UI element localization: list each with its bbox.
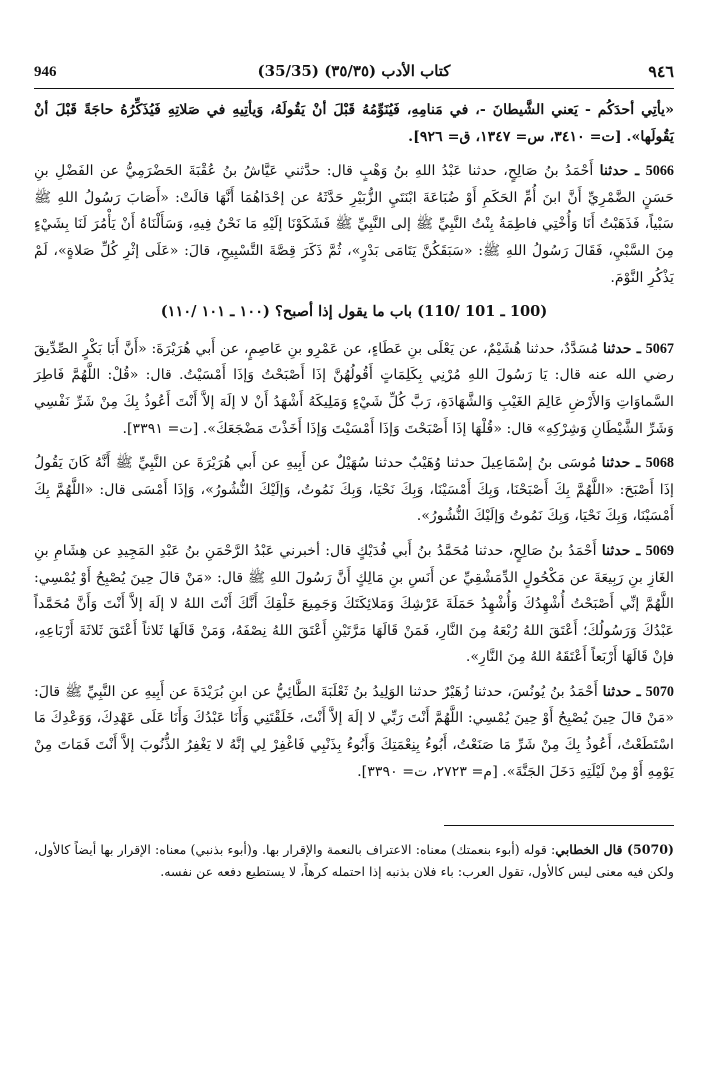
hadith-number: 5068 [645, 455, 675, 472]
hadith-text: مُوسَى بنُ إسْمَاعِيلَ حدثنا وُهَيْبٌ حدثنا سُهَيْلٌ عن أَبِيهِ عن أَبي هُرَيْرَةَ عن النَّبِيِّ ﷺ أَنَّهُ كَانَ يَقُولُ إذَا أَصْبَحَ: «اللَّهُمَّ بِكَ أَصْبَحْنَا، وَبِكَ أَمْسَيْنَا، وَبِكَ نَحْيَا، وَبِكَ نَمُوتُ، وَإلَيْكَ النُّشُورُ»، وَإذَا أَمْسَى قال: «اللَّهُمَّ بِكَ أَمْسَيْنَا، وَبِكَ نَحْيَا، وَبِكَ نَمُوتُ وَإلَيْكَ النُّشُورُ». [34, 455, 674, 525]
page-number-latin: 946 [34, 64, 57, 80]
hadith-5066 [34, 158, 674, 291]
footnote-rule [444, 825, 674, 826]
header-rule [34, 88, 674, 89]
page-header [34, 58, 674, 84]
bab-title: (100 ـ 101 /110) باب ما يقول إذا أصبح؟ (١٠٠ ـ ١٠١ /١١٠) [160, 303, 548, 321]
hadith-haddathana: ـ حدثنا [599, 163, 640, 180]
footnote-text: : قوله (أبوء بنعمتك) معناه: الاعتراف بالنعمة والإقرار بها. و(أبوء بذنبي) معناه: الإقرار بها أيضاً كالأول، ولكن فيه معنى ليس كالأول، تقول العرب: باء فلان بذنبه إذا احتمله كرهاً، لا يستطيع دفعه عن نفسه. [34, 841, 674, 879]
hadith-5069 [34, 538, 674, 671]
hadith-number: 5067 [645, 340, 674, 357]
footnote [34, 839, 674, 883]
hadith-number: 5066 [645, 163, 674, 180]
hadith-text: أَحْمَدُ بنُ صَالِحٍ، حدثنا مُحَمَّدُ بنُ أَبي فُدَيْكٍ قال: أخبرني عَبْدُ الرَّحْمَنِ بنُ عَبْدِ المَجِيدِ عن هِشَامِ بنِ الغَازِ بنِ رَبِيعَةَ عن مَكْحُولٍ الدِّمَشْقِيِّ عن أَنَسِ بنِ مَالِكٍ أَنَّ رَسُولَ اللهِ ﷺ قال: «مَنْ قالَ حِينَ يُصْبِحُ أَوْ يُمْسِي: اللَّهُمَّ إنِّي أَصْبَحْتُ أُشْهِدُكَ وَأُشْهِدُ حَمَلَةَ عَرْشِكَ وَمَلائِكَتَكَ وَجَمِيعَ خَلْقِكَ أَنَّكَ أَنْتَ اللهُ لا إلَهَ إلاَّ أَنْتَ وَأَنَّ مُحَمَّداً عَبْدُكَ وَرَسُولُكَ؛ أَعْتَقَ اللهُ رُبْعَهُ مِنَ النَّارِ، فَمَنْ قَالَهَا مَرَّتَيْنِ أَعْتَقَ اللهُ نِصْفَهُ، وَمَنْ قَالَهَا ثَلاثاً أَعْتَقَ ثَلاثَةَ أَرْبَاعِهِ، فإنْ قَالَهَا أَرْبَعاً أَعْتَقَهُ اللهُ مِنَ النَّارِ». [34, 542, 674, 666]
hadith-text: أَحْمَدُ بنُ يُونُسَ، حدثنا زُهَيْرٌ حدثنا الوَلِيدُ بنُ ثَعْلَبَةَ الطَّائِيُّ عن ابنِ بُرَيْدَةَ عن أَبِيهِ عن النَّبِيِّ ﷺ قالَ: «مَنْ قالَ حِينَ يُصْبِحُ أَوْ حِينَ يُمْسِي: اللَّهُمَّ أَنْتَ رَبِّي لا إلَهَ إلاَّ أَنْتَ، خَلَقْتَنِي وَأَنَا عَبْدُكَ وَأَنَا عَلَى عَهْدِكَ، وَوَعْدِكَ مَا اسْتَطَعْتُ، أَعُوذُ بِكَ مِنْ شَرِّ مَا صَنَعْتُ، أَبُوءُ بِنِعْمَتِكَ وَأَبُوءُ بِذَنْبِي فَاغْفِرْ لِي إنَّهُ لا يَغْفِرُ الذُّنُوبَ إلاَّ أَنْتَ فَمَاتَ مِنْ يَوْمِهِ أَوْ مِنْ لَيْلَتِهِ دَخَلَ الجَنَّةَ». [م= ٢٧٢٣، ت= ٣٣٩٠]. [34, 683, 674, 780]
hadith-haddathana: ـ حدثنا [602, 340, 641, 357]
hadith-5067 [34, 336, 674, 442]
hadith-haddathana: ـ حدثنا [601, 455, 641, 472]
hadith-haddathana: ـ حدثنا [601, 542, 641, 559]
book-page [34, 58, 674, 1058]
carryover-text: «يأتِي أحدَكُم - يَعني الشَّيطانَ -، في مَنامِهِ، فَيُنَوِّمُهُ قَبْلَ أنْ يَقُولَهُ، وَيأتِيهِ في صَلاتِهِ فَيُذَكِّرُهُ حاجَةً قَبْلَ أنْ يَقُولَها». [ت= ٣٤١٠، س= ١٣٤٧، ق= ٩٢٦]. [34, 102, 674, 145]
hadith-5068 [34, 450, 674, 530]
hadith-text: أَحْمَدُ بنُ صَالِحٍ، حدثنا عَبْدُ اللهِ بنُ وَهْبٍ قال: حدَّثني عَيَّاشُ بنُ عُقْبَةَ الحَضْرَمِيُّ عن الفَضْلِ بنِ حَسَنٍ الضَّمْرِيِّ أَنَّ ابنَ أُمِّ الحَكَمِ أَوْ ضُبَاعَةَ ابْنَتَيِ الزُّبَيْرِ حَدَّثَهُ عن إحْدَاهُمَا أَنَّهَا قالَتْ: «أَصَابَ رَسُولُ اللهِ ﷺ سَبْياً، فَذَهَبْتُ أَنَا وَأُخْتِي فاطِمَةُ بِنْتُ النَّبِيِّ ﷺ إلى النَّبِيِّ ﷺ فَشَكَوْنَا إلَيْهِ مَا نَحْنُ فِيهِ، وَسَأَلْنَاهُ أَنْ يَأْمُرَ لَنَا بِشَيْءٍ مِنَ السَّبْيِ، فَقَالَ رَسُولُ اللهِ ﷺ: «سَبَقَكُنَّ يَتَامَى بَدْرٍ»، ثُمَّ ذَكَرَ قِصَّةَ التَّسْبِيحِ، قالَ: «عَلَى إثْرِ كُلِّ صَلاةٍ»، لَمْ يَذْكُرِ النَّوْمَ. [34, 163, 674, 286]
hadith-haddathana: ـ حدثنا [602, 683, 641, 700]
page-number-arabic: ٩٤٦ [648, 62, 674, 81]
running-title: (35/35) كتاب الأدب (٣٥/٣٥) [257, 62, 451, 80]
hadith-5070 [34, 679, 674, 785]
carryover-paragraph [34, 97, 674, 150]
footnote-label: (5070) قال الخطابي [555, 841, 674, 857]
hadith-number: 5069 [645, 542, 674, 559]
hadith-text: مُسَدَّدٌ، حدثنا هُشَيْمٌ، عن يَعْلَى بنِ عَطَاءٍ، عن عَمْرِو بنِ عَاصِمٍ، عن أَبي هُرَيْرَةَ: «أَنَّ أَبَا بَكْرٍ الصِّدِّيقَ رضي الله عنه قال: يَا رَسُولَ اللهِ مُرْنِي بِكَلِمَاتٍ أَقُولُهُنَّ إذَا أَصْبَحْتُ وَإذَا أَمْسَيْتُ. قال: «قُلْ: اللَّهُمَّ فَاطِرَ السَّماوَاتِ وَالأَرْضِ عَالِمَ الغَيْبِ وَالشَّهَادَةِ، رَبَّ كُلِّ شَيْءٍ وَمَلِيكَهُ أَشْهَدُ أَنْ لا إلَهَ إلاَّ أَنْتَ أَعُوذُ بِكَ مِنْ شَرِّ نَفْسِي وَشَرِّ الشَّيْطَانِ وَشِرْكِهِ» قال: «قُلْهَا إذَا أَصْبَحْتَ وَإذَا أَمْسَيْتَ وَإذَا أَخَذْتَ مَضْجَعَكَ». [ت= ٣٣٩١]. [34, 340, 674, 437]
main-text [34, 97, 674, 785]
hadith-number: 5070 [645, 683, 674, 700]
